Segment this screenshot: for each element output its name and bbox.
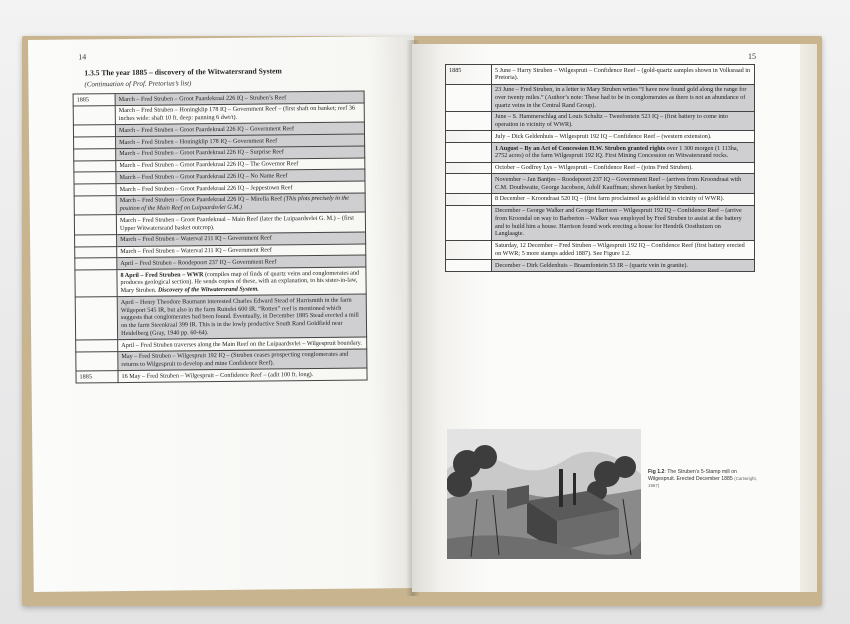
year-cell — [73, 125, 115, 137]
event-cell — [492, 131, 755, 143]
timeline-table — [445, 64, 755, 272]
table-row — [75, 267, 366, 297]
page-number: 14 — [78, 52, 87, 62]
event-text: December – Dirk Geldenhuis – Braamfontein 53 IR – (quartz vein in granite). — [495, 261, 688, 269]
year-cell — [75, 258, 117, 270]
event-text: 5 June – Harry Struben – Wilgespruit – Confidence Reef – (gold-quartz samples shown in Volksraad in Pretoria). — [495, 66, 751, 82]
event-cell — [492, 162, 755, 174]
event-cell — [492, 174, 755, 194]
table-row — [446, 174, 755, 194]
year-cell — [446, 111, 492, 131]
event-text: over 1 300 morgen (1 113ha, 2752 acres) of the farm Wilgespruit 192 IQ. First Mining Concession on Witwatersrand rocks. — [495, 144, 739, 160]
event-cell — [118, 368, 367, 382]
event-cell — [118, 349, 367, 371]
year-cell — [446, 143, 492, 163]
table-row — [446, 65, 755, 85]
event-note: (This plots precisely in the position of the Main Reef on Luipaardsvlei G.M.) — [119, 194, 350, 213]
event-text: March – Fred Struben – Groot Paardekraal 226 IQ – The Governor Reef — [119, 160, 299, 170]
event-cell — [116, 193, 365, 215]
section-title: 1.3.5 The year 1885 – discovery of the Witwatersrand System — [84, 66, 282, 78]
year-cell — [446, 84, 492, 111]
event-text: April – Fred Struben traverses along the Main Reef on the Luipaardsvlei – Wilgespruit boundary. — [121, 339, 362, 349]
year-cell — [75, 246, 117, 258]
section-subtitle: (Continuation of Prof. Pretorius’s list) — [84, 79, 192, 89]
event-text: May – Fred Struben – Wilgespruit 192 IQ – (Struben ceases prospecting conglomerates and returns to Wilgespruit to develop and mine Confidence Reef). — [121, 350, 349, 369]
year-cell — [76, 340, 118, 352]
event-cell — [492, 84, 755, 111]
year-cell: 1885 — [73, 94, 115, 106]
event-text: March – Fred Struben – Groot Paardekraal 226 IQ – Struben’s Reef — [118, 93, 287, 103]
year-cell — [446, 205, 492, 240]
event-text: March – Fred Struben – Groot Paardekraal 226 IQ – No Name Reef — [119, 172, 288, 181]
year-cell — [446, 260, 492, 272]
event-cell — [117, 267, 366, 297]
year-cell — [74, 184, 116, 196]
event-text: March – Fred Struben – Groot Paardekraal 226 IQ – Surprise Reef — [119, 148, 285, 158]
event-cell — [492, 240, 755, 260]
table-row — [446, 111, 755, 131]
year-cell — [446, 240, 492, 260]
event-text: March – Fred Struben – Groot Paardekraal 226 IQ – Government Reef — [118, 124, 295, 134]
event-text: March – Fred Struben – Honingklip 178 IQ – Government Reef – (first shaft on banket; reef 36 inches wide: shaft 10 ft. deep: panning 6 dwt/t). — [118, 104, 356, 123]
figure-label: Fig 1.2 — [648, 469, 665, 475]
year-cell — [74, 160, 116, 172]
event-text: March – Fred Struben – Groot Paardekraal 226 IQ – Mirella Reef — [119, 195, 283, 205]
event-cell — [492, 193, 755, 205]
year-cell — [75, 297, 117, 340]
year-cell — [74, 215, 116, 235]
event-cell — [492, 260, 755, 272]
event-text: November – Jan Bantjes – Roodepoort 237 IQ – Government Reef – (arrives from Kroondraai with C.M. Douthwaite, George Jacobson, Adolf Kauffman; shown banket by Struben). — [495, 175, 742, 191]
table-row — [446, 162, 755, 174]
event-text: March – Fred Struben – Groot Paardekraal – Main Reef (later the Luipaardsvlei G. M.) – (first Upper Witwatersrand basket outcrop). — [119, 214, 354, 232]
event-text: March – Fred Struben – Groot Paardekraal 226 IQ – Jeppestown Reef — [119, 183, 293, 193]
event-text: Saturday, 12 December – Fred Struben – Wilgespruit 192 IQ – Confidence Reef (first battery erected on WWR; 5 more stamps added 1887). See Figure 1.2. — [495, 242, 745, 257]
event-text: October – Godfrey Lys – Wilgespruit – Confidence Reef – (joins Fred Struben). — [495, 164, 693, 171]
table-row — [75, 294, 366, 340]
event-cell — [492, 111, 755, 131]
year-cell — [446, 162, 492, 174]
event-text: 16 May – Fred Struben – Wilgespruit – Confidence Reef – (adit 100 ft. long). — [121, 370, 314, 380]
event-text: (compiles map of finds of quartz veins and conglomerates and produces geological section). He sends copies of these, with an explanation, to his sister-in-law, Mary Struben. — [120, 269, 360, 295]
year-cell — [75, 270, 117, 298]
year-cell — [74, 137, 116, 149]
table-row — [446, 260, 755, 272]
year-cell — [74, 148, 116, 160]
table-row — [446, 143, 755, 163]
table-row — [446, 240, 755, 260]
event-text: December – George Walker and George Harrison – Wilgespruit 192 IQ – Confidence Reef – (arrive from Kroondal on way to Barberton – Walker was employed by Fred Struben to assist at the battery and to build him a house. Harrison found work erecting a house for Hendrik Oosthuizen on Langlaagte. — [495, 207, 742, 238]
figure-text: : The Struben’s 5-Stamp mill on Wilgespruit. Erected December 1885 — [648, 469, 737, 482]
year-cell — [75, 234, 117, 246]
timeline-table — [73, 90, 368, 383]
event-cell — [116, 212, 365, 234]
table-row — [446, 131, 755, 143]
event-text: 23 June – Fred Struben, in a letter to Mary Struben writes “I have now found gold along the range for over twenty miles.” (Author’s note: These had to be in conglomerates as there is not an abundance of quartz veins in the Central Rand Group). — [495, 86, 747, 109]
table-row — [446, 193, 755, 205]
event-text: April – Henry Theodore Baumann interested Charles Edward Stead of Harrismith in the farm Wilgeport 545 IR, but also in the farm Ruitsfei 600 IR. “Rotten” reef is mentioned which suggests that conglomerates had been found. Eventually, in December 1885 Stead erected a mill on the farm Steenkraal 399 IR. This is in the lowly productive South Rand Goldfield near Heidelberg (Gray, 1940 pp. 60-64). — [120, 296, 359, 337]
year-cell: 1885 — [76, 371, 118, 383]
event-text: April – Fred Struben – Roodepoort 237 IQ – Government Reef — [120, 258, 277, 267]
event-cell — [117, 294, 366, 339]
year-cell — [446, 174, 492, 194]
event-text: July – Dick Geldenhuis – Wilgespruit 192 IQ – Confidence Reef – (western extension). — [495, 132, 712, 140]
year-cell — [446, 131, 492, 143]
stamp-mill-photo — [447, 429, 641, 559]
event-highlight: 8 April – Fred Struben – WWR — [120, 270, 204, 279]
event-highlight: 1 August – By an Act of Concession H.W. Struben granted rights — [495, 144, 666, 152]
event-cell — [492, 143, 755, 163]
year-cell: 1885 — [446, 65, 492, 85]
year-cell — [74, 172, 116, 184]
event-text: 8 December – Kroondraai 520 IQ – (first farm proclaimed as goldfield in vicinity of WWR). — [495, 195, 725, 203]
table-row — [446, 205, 755, 240]
page-number: 15 — [748, 52, 756, 61]
left-page — [28, 36, 420, 592]
table-row — [446, 84, 755, 111]
table-row — [76, 368, 367, 383]
event-cell — [115, 103, 364, 125]
figure-caption — [648, 469, 760, 489]
figure-credit: (Cartwright, 1967) — [648, 475, 757, 488]
event-cell — [492, 205, 755, 240]
right-page — [412, 44, 800, 592]
event-text: March – Fred Struben – Waterval 211 IQ – Government Reef — [120, 234, 272, 244]
year-cell — [73, 105, 115, 125]
year-cell — [446, 193, 492, 205]
year-cell — [76, 351, 118, 371]
year-cell — [74, 195, 116, 215]
event-text: March – Fred Struben – Waterval 211 IQ – Government Reef — [120, 246, 272, 256]
event-text: June – S. Hammerschlag and Louis Schultz – Tweefontein 523 IQ – (first battery to come into operation in vicinity of WWR). — [495, 113, 728, 128]
event-highlight: Discovery of the Witwatersrand System. — [157, 285, 259, 294]
event-text: March – Fred Struben – Honingklip 178 IQ – Government Reef — [119, 136, 278, 146]
event-cell — [492, 65, 755, 85]
